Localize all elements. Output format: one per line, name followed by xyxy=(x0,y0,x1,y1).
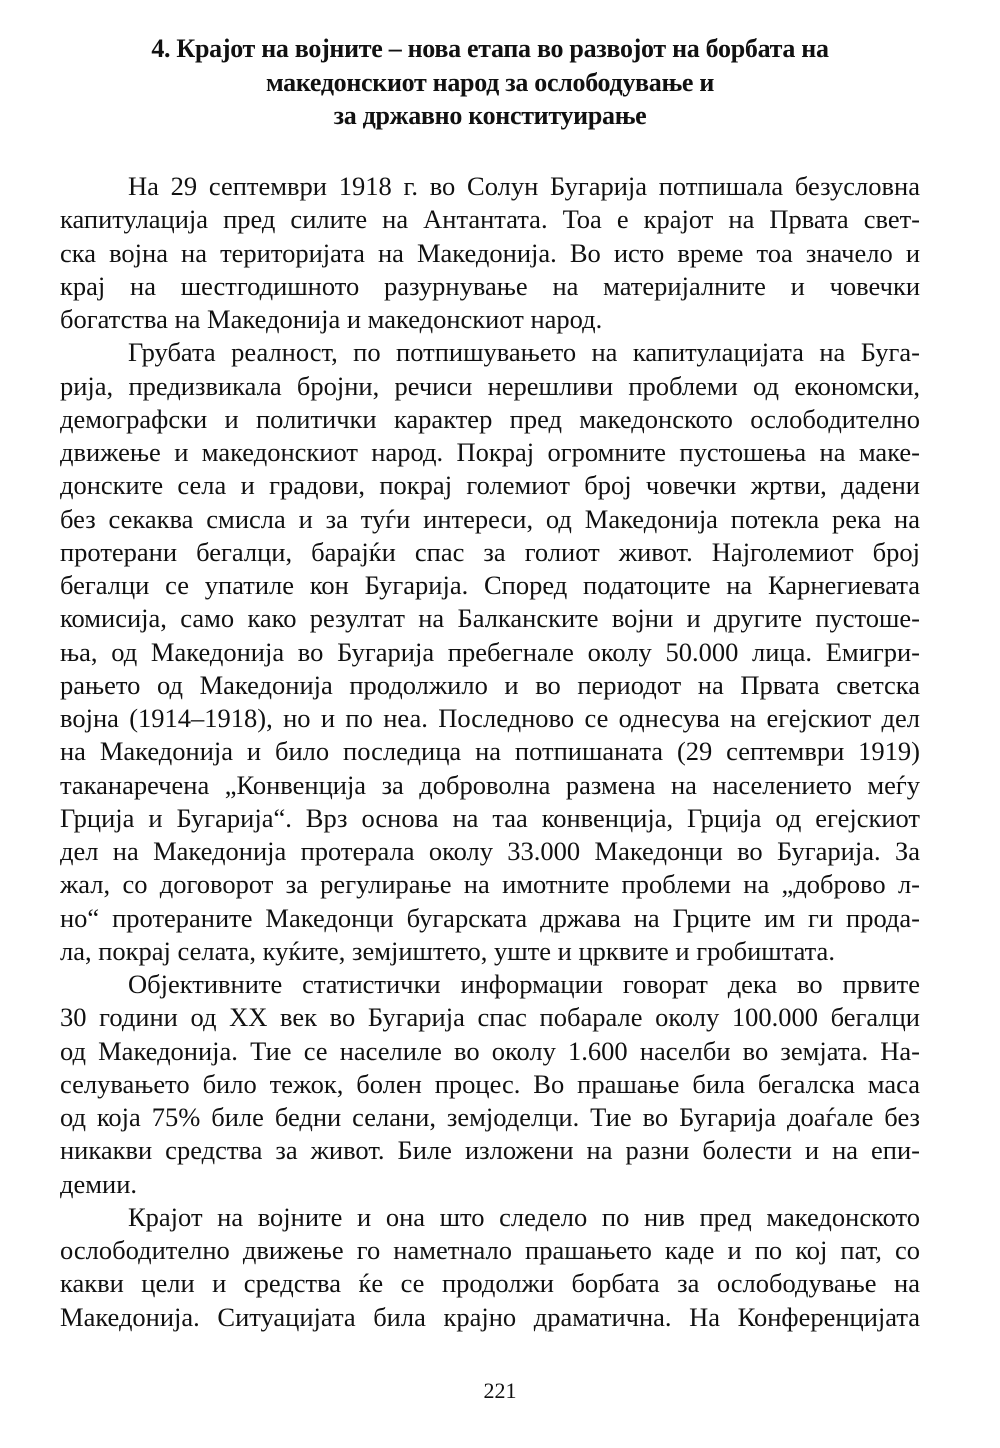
text-line-content: Грција и Бугарија“. Врз основа на таа конвенција, Грција од егејскиот xyxy=(60,802,920,833)
text-line xyxy=(60,1001,920,1034)
text-line-content: Македонија. Ситуацијата била крајно драматична. На Конференцијата xyxy=(60,1301,920,1332)
text-line xyxy=(60,935,920,968)
text-line-content: таканаречена „Конвенција за доброволна размена на населението меѓу xyxy=(60,769,920,800)
text-line xyxy=(60,1035,920,1068)
text-line-content: на Македонија и било последица на потпишаната (29 септември 1919) xyxy=(60,736,920,767)
title-line: македонскиот народ за ослободување и xyxy=(265,67,715,97)
text-line xyxy=(60,303,920,336)
text-line-content: демии. xyxy=(60,1168,138,1199)
text-line xyxy=(60,1267,920,1300)
text-line xyxy=(60,702,920,735)
paragraph xyxy=(60,170,920,336)
paragraph xyxy=(60,1201,920,1334)
text-line xyxy=(60,270,920,303)
page-number: 221 xyxy=(483,1378,517,1403)
text-line-content: Објективните статистички информации говорат дека во првите xyxy=(128,969,920,999)
text-line-content: движење и македонскиот народ. Покрај огромните пустошења на маке- xyxy=(60,437,920,467)
text-line-content: Крајот на војните и она што следело по нив пред македонското xyxy=(128,1201,920,1232)
text-line xyxy=(60,1068,920,1101)
text-line xyxy=(60,503,920,536)
text-line xyxy=(60,735,920,768)
text-line-content: богатства на Македонија и македонскиот народ. xyxy=(60,304,603,334)
text-line-content: селувањето било тежок, болен процес. Во прашање била бегалска маса xyxy=(60,1068,920,1099)
text-line xyxy=(60,968,920,1001)
text-line-content: какви цели и средства ќе се продолжи борбата за ослободување на xyxy=(60,1268,920,1299)
text-line-content: без секаква смисла и за туѓи интереси, од Македонија потекла река на xyxy=(60,503,920,534)
text-line xyxy=(60,1168,920,1201)
text-line-content: На 29 септември 1918 г. во Солун Бугарија потпишала безусловна xyxy=(128,171,920,201)
text-line xyxy=(60,802,920,835)
text-line xyxy=(60,203,920,236)
text-line xyxy=(60,902,920,935)
text-line-content: бегалци се упатиле кон Бугарија. Според податоците на Карнегиевата xyxy=(60,570,920,600)
text-line-content: ска војна на територијата на Македонија. Во исто време тоа значело и xyxy=(60,237,920,268)
text-line xyxy=(60,636,920,669)
text-line-content: 30 години од XX век во Бугарија спас побарале околу 100.000 бегалци xyxy=(60,1002,920,1033)
text-line xyxy=(60,769,920,802)
text-line xyxy=(60,669,920,702)
text-line xyxy=(60,370,920,403)
text-line xyxy=(60,1301,920,1334)
text-line xyxy=(60,436,920,469)
text-line-content: никакви средства за живот. Биле изложени на разни болести и на епи- xyxy=(60,1135,920,1166)
text-line-content: рањето од Македонија продолжило и во периодот на Првата светска xyxy=(60,669,920,700)
text-line-content: Грубата реалност, по потпишувањето на капитулацијата на Буга- xyxy=(128,337,920,368)
text-line-content: ла, покрај селата, куќите, земјиштето, уште и црквите и гробиштата. xyxy=(60,935,835,966)
text-line xyxy=(60,469,920,502)
text-line xyxy=(60,868,920,901)
text-line xyxy=(60,602,920,635)
text-line-content: дел на Македонија протерала околу 33.000 Македонци во Бугарија. За xyxy=(60,836,920,866)
text-line xyxy=(60,569,920,602)
text-line-content: донските села и градови, покрај големиот број човечки жртви, дадени xyxy=(60,470,920,501)
paragraph xyxy=(60,968,920,1201)
text-line xyxy=(60,1134,920,1167)
text-line xyxy=(60,1101,920,1134)
text-line-content: ослободително движење го наметнало прашањето каде и по кој пат, со xyxy=(60,1235,920,1265)
text-line xyxy=(60,170,920,203)
text-line xyxy=(60,1201,920,1234)
text-line xyxy=(60,1234,920,1267)
text-line-content: од Македонија. Тие се населиле во околу 1.600 населби во земјата. На- xyxy=(60,1035,920,1066)
text-line-content: жал, со договорот за регулирање на имотните проблеми на „доброво л- xyxy=(60,869,920,900)
text-line-content: ња, од Македонија во Бугарија пребегнале околу 50.000 лица. Емигри- xyxy=(60,636,920,667)
text-line-content: од која 75% биле бедни селани, земјоделци. Тие во Бугарија доаѓале без xyxy=(60,1102,920,1132)
body-text xyxy=(60,170,920,1334)
text-line xyxy=(60,536,920,569)
text-line-content: крај на шестгодишното разурнување на материјалните и човечки xyxy=(60,270,920,301)
text-line-content: капитулација пред силите на Антантата. Тоа е крајот на Првата свет- xyxy=(60,204,920,235)
text-line-content: војна (1914–1918), но и по неа. Последново се однесува на егејскиот дел xyxy=(60,703,920,733)
text-line-content: комисија, само како резултат на Балканските војни и другите пустоше- xyxy=(60,603,920,634)
section-title xyxy=(60,32,920,133)
text-line xyxy=(60,336,920,369)
paragraph xyxy=(60,336,920,968)
text-line xyxy=(60,835,920,868)
title-line: 4. Крајот на војните – нова етапа во развојот на борбата на xyxy=(151,34,829,63)
text-line xyxy=(60,237,920,270)
text-line-content: рија, предизвикала бројни, речиси нерешливи проблеми од економски, xyxy=(60,370,920,401)
text-line-content: демографски и политички карактер пред македонското ослободително xyxy=(60,403,920,434)
text-line xyxy=(60,403,920,436)
title-line: за државно конституирање xyxy=(333,101,647,130)
text-line-content: но“ протераните Македонци бугарската држава на Грците им ги прода- xyxy=(60,902,920,933)
text-line-content: протерани бегалци, барајќи спас за голиот живот. Најголемиот број xyxy=(60,536,920,567)
